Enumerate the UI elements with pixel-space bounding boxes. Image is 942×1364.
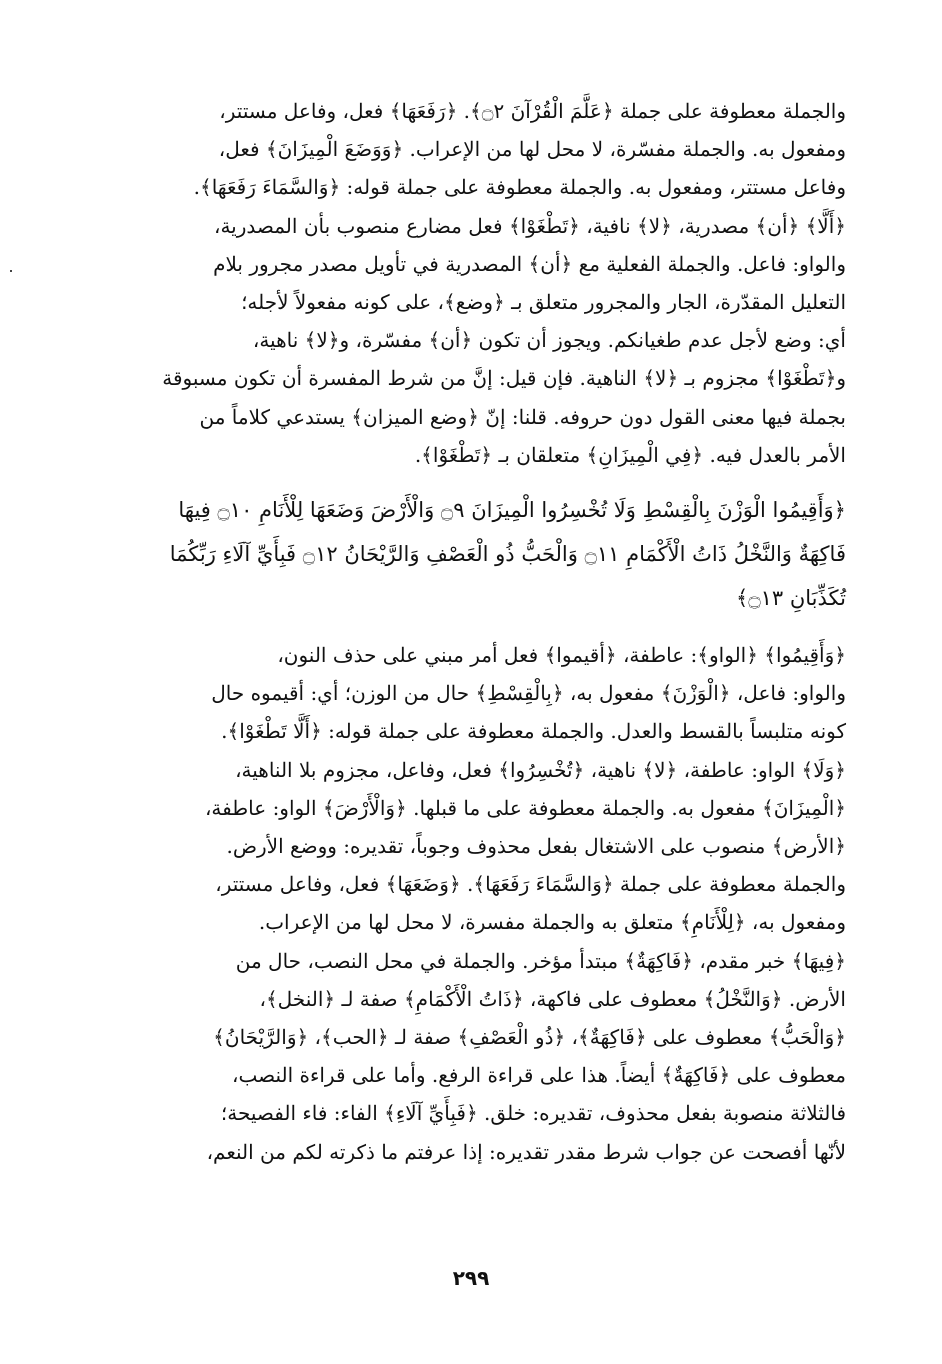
text-line: معطوف على ﴿فَاكِهَةٌ﴾ أيضاً. هذا على قراءة الرفع. وأما على قراءة النصب، <box>232 1063 846 1088</box>
verse-line: تُكَذِّبَانِ ۝١٣﴾ <box>736 586 846 611</box>
text-line: ومفعول به، ﴿لِلْأَنَامِ﴾ متعلق به والجملة مفسرة، لا محل لها من الإعراب. <box>258 910 846 935</box>
scan-speck <box>10 270 12 272</box>
text-line: ﴿الْمِيزَانَ﴾ مفعول به. والجملة معطوفة على ما قبلها. ﴿وَالْأَرْضَ﴾ الواو: عاطفة، <box>204 795 846 820</box>
verse-line: فَاكِهَةٌ وَالنَّخْلُ ذَاتُ الْأَكْمَامِ ۝١١ وَالْحَبُّ ذُو الْعَصْفِ وَالرَّيْحَانُ ۝١٢ فَبِأَيِّ آلَاءِ رَبِّكُمَا <box>169 542 846 567</box>
verse-line: ﴿وَأَقِيمُوا الْوَزْنَ بِالْقِسْطِ وَلَا تُخْسِرُوا الْمِيزَانَ ۝٩ وَالْأَرْضَ وَضَعَهَا لِلْأَنَامِ ۝١٠ فِيهَا <box>178 498 846 523</box>
text-line: ﴿وَالْحَبُّ﴾ معطوف على ﴿فَاكِهَةٌ﴾، ﴿ذُو الْعَصْفِ﴾ صفة لـ ﴿الحب﴾، ﴿وَالرَّيْحَانُ﴾ <box>213 1025 846 1050</box>
text-line: بجملة فيها معنى القول دون حروفه. قلنا: إنّ ﴿وضع الميزان﴾ يستدعي كلاماً من <box>199 404 846 429</box>
text-line: ﴿وَلَا﴾ الواو: عاطفة، ﴿لا﴾ ناهية، ﴿تُخْسِرُوا﴾ فعل، وفاعل، مجزوم بلا الناهية، <box>235 757 846 782</box>
text-line: ﴿أَلَّا﴾ ﴿أن﴾ مصدرية، ﴿لا﴾ نافية، ﴿تَطْغَوْا﴾ فعل مضارع منصوب بأن المصدرية، <box>214 213 846 238</box>
page-body <box>96 92 846 1171</box>
analysis-paragraph-2 <box>96 636 846 1171</box>
text-line: الأرض. ﴿وَالنَّخْلُ﴾ معطوف على فاكهة، ﴿ذَاتُ الْأَكْمَامِ﴾ صفة لـ ﴿النخل﴾، <box>259 986 846 1011</box>
text-line: وفاعل مستتر، ومفعول به. والجملة معطوفة على جملة قوله: ﴿وَالسَّمَاءَ رَفَعَهَا﴾. <box>193 175 846 200</box>
text-line: والواو: فاعل. والجملة الفعلية مع ﴿أن﴾ المصدرية في تأويل مصدر مجرور بلام <box>213 251 846 276</box>
text-line: الأمر بالعدل فيه. ﴿فِي الْمِيزَانِ﴾ متعلقان بـ ﴿تَطْغَوْا﴾. <box>414 442 846 467</box>
text-line: والجملة معطوفة على جملة ﴿عَلَّمَ الْقُرْآنَ ۝٢﴾. ﴿رَفَعَهَا﴾ فعل، وفاعل مستتر، <box>219 99 846 123</box>
text-line: كونه متلبساً بالقسط والعدل. والجملة معطوفة على جملة قوله: ﴿أَلَّا تَطْغَوْا﴾. <box>221 719 846 744</box>
text-line: ﴿فِيهَا﴾ خبر مقدم، ﴿فَاكِهَةٌ﴾ مبتدأ مؤخر. والجملة في محل النصب، حال من <box>235 948 846 973</box>
text-line: ﴿وَأَقِيمُوا﴾ ﴿الواو﴾: عاطفة، ﴿أقيموا﴾ فعل أمر مبني على حذف النون، <box>277 643 846 668</box>
text-line: و﴿تَطْغَوْا﴾ مجزوم بـ ﴿لا﴾ الناهية. فإن قيل: إنَّ من شرط المفسرة أن تكون مسبوقة <box>162 366 846 391</box>
text-line: التعليل المقدّرة، الجار والمجرور متعلق بـ ﴿وضع﴾، على كونه مفعولاً لأجله؛ <box>241 290 846 315</box>
quran-verse-block <box>96 488 846 620</box>
text-line: ومفعول به. والجملة مفسّرة، لا محل لها من الإعراب. ﴿وَوَضَعَ الْمِيزَانَ﴾ فعل، <box>218 137 846 162</box>
text-line: ﴿الأرض﴾ منصوب على الاشتغال بفعل محذوف وجوباً، تقديره: ووضع الأرض. <box>226 834 846 859</box>
analysis-paragraph-1 <box>96 92 846 474</box>
text-line: أي: وضع لأجل عدم طغيانكم. ويجوز أن تكون ﴿أن﴾ مفسّرة، و﴿لا﴾ ناهية، <box>252 328 846 353</box>
text-line: فالثلاثة منصوبة بفعل محذوف، تقديره: خلق. ﴿فَبِأَيِّ آلَاءِ﴾ الفاء: فاء الفصيحة؛ <box>220 1101 846 1126</box>
text-line: والواو: فاعل، ﴿الْوَزْنَ﴾ مفعول به، ﴿بِالْقِسْطِ﴾ حال من الوزن؛ أي: أقيموه حال <box>211 681 846 706</box>
page-number: ٢٩٩ <box>452 1266 490 1290</box>
text-line: والجملة معطوفة على جملة ﴿وَالسَّمَاءَ رَفَعَهَا﴾. ﴿وَضَعَهَا﴾ فعل، وفاعل مستتر، <box>215 872 846 897</box>
text-line: لأنّها أفصحت عن جواب شرط مقدر تقديره: إذا عرفتم ما ذكرته لكم من النعم، <box>206 1139 846 1164</box>
